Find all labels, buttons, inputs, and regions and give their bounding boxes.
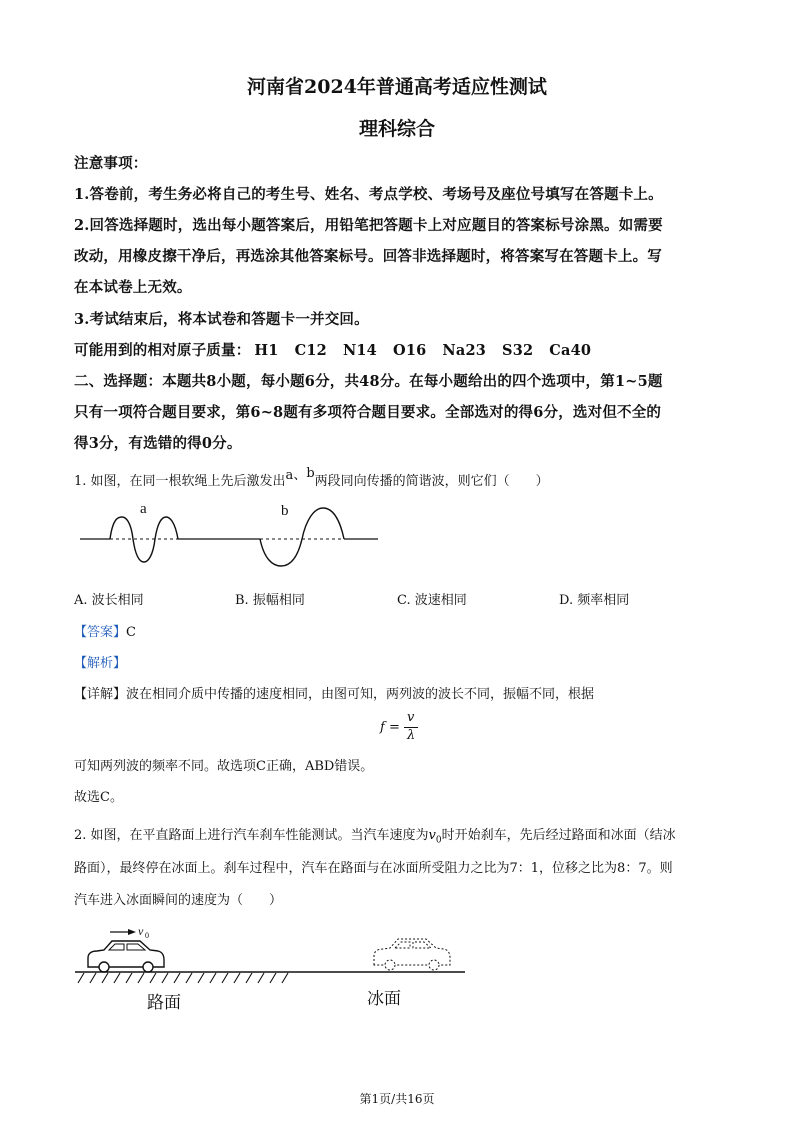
car-wheel-icon	[99, 962, 109, 972]
notes-item-1: 1.答卷前，考生务必将自己的考生号、姓名、考点学校、考场号及座位号填写在答题卡上。	[74, 186, 663, 203]
atom-mass: S32	[502, 342, 534, 359]
formula-lhs: f =	[380, 720, 400, 735]
q1-conclusion: 可知两列波的频率不同。故选项C正确，ABD错误。	[74, 759, 374, 774]
car-dashed-body	[374, 939, 450, 965]
atom-mass: N14	[342, 342, 377, 359]
formula-numerator: v	[407, 710, 415, 725]
page-footer: 第1页/共16页	[359, 1092, 435, 1106]
atom-mass: Na23	[442, 342, 487, 359]
notes-item-2-line-1: 2.回答选择题时，选出每小题答案后，用铅笔把答题卡上对应题目的答案标号涂黑。如需要	[74, 217, 663, 234]
atom-mass: H1	[254, 342, 279, 359]
q1-option-a: A. 波长相同	[74, 593, 144, 608]
section-line-3: 得3分，有选错的得0分。	[74, 435, 242, 452]
q2-stem-post: 时开始刹车，先后经过路面和冰面（结冰	[441, 828, 676, 843]
atom-mass: Ca40	[549, 342, 592, 359]
notes-item-2-line-2: 改动，用橡皮擦干净后，再选涂其他答案标号。回答非选择题时，将答案写在答题卡上。写	[74, 248, 662, 265]
q2-v0: v	[428, 828, 436, 843]
car-solid-windows	[109, 944, 145, 950]
q1-var-a: a	[285, 468, 294, 483]
velocity-label-sub: 0	[145, 931, 149, 940]
road-label: 路面	[147, 993, 181, 1013]
atom-mass: O16	[392, 342, 427, 359]
road-hatching	[78, 973, 288, 983]
notes-heading: 注意事项：	[74, 155, 148, 172]
answer-tag: 【答案】	[74, 625, 127, 640]
q2-stem-pre: 2. 如图，在平直路面上进行汽车刹车性能测试。当汽车速度为	[74, 828, 429, 843]
q1-stem-post: 两段同向传播的简谐波，则它们（ ）	[314, 474, 549, 489]
section-line-1: 二、选择题：本题共8小题，每小题6分，共48分。在每小题给出的四个选项中，第1~5题	[74, 373, 663, 390]
q2-stem-line-3: 汽车进入冰面瞬间的速度为（ ）	[74, 893, 283, 908]
formula-denominator: λ	[407, 728, 416, 743]
section-line-2: 只有一项符合题目要求，第6~8题有多项符合题目要求。全部选对的得6分，选对但不全的	[74, 404, 662, 421]
car-solid-body	[88, 941, 164, 967]
q1-option-b: B. 振幅相同	[235, 593, 305, 608]
wave-label-b: b	[281, 503, 289, 519]
q2-v0-sub: 0	[435, 835, 442, 846]
q1-option-d: D. 频率相同	[559, 593, 630, 608]
q2-stem-line-2: 路面），最终停在冰面上。刹车过程中，汽车在路面与在冰面所受阻力之比为7：1，位移之比为8：7。则	[74, 861, 673, 876]
exam-subtitle: 理科综合	[358, 118, 435, 140]
detail-text: 波在相同介质中传播的速度相同，由图可知，两列波的波长不同，振幅不同，根据	[126, 687, 595, 702]
exam-title: 河南省2024年普通高考适应性测试	[247, 76, 547, 98]
velocity-label: v	[138, 924, 144, 938]
notes-item-3: 3.考试结束后，将本试卷和答题卡一并交回。	[74, 311, 369, 328]
ice-label: 冰面	[367, 989, 401, 1009]
answer-value: C	[126, 625, 136, 640]
car-dashed-windows	[395, 942, 431, 948]
atomic-masses-label: 可能用到的相对原子质量：	[74, 342, 251, 359]
atom-mass: C12	[294, 342, 327, 359]
q1-option-c: C. 波速相同	[397, 593, 467, 608]
q1-sep: 、	[293, 468, 307, 483]
car-wheel-icon	[143, 962, 153, 972]
car-wheel-icon	[429, 960, 439, 970]
wave-label-a: a	[140, 501, 147, 517]
detail-tag: 【详解】	[74, 687, 127, 702]
analysis-tag: 【解析】	[74, 656, 127, 671]
q1-stem-pre: 1. 如图，在同一根软绳上先后激发出	[74, 474, 286, 489]
notes-item-2-line-3: 在本试卷上无效。	[74, 279, 192, 296]
car-wheel-icon	[385, 960, 395, 970]
q1-var-b: b	[306, 466, 315, 481]
q1-final: 故选C。	[74, 790, 123, 805]
arrow-head-icon	[128, 929, 136, 935]
